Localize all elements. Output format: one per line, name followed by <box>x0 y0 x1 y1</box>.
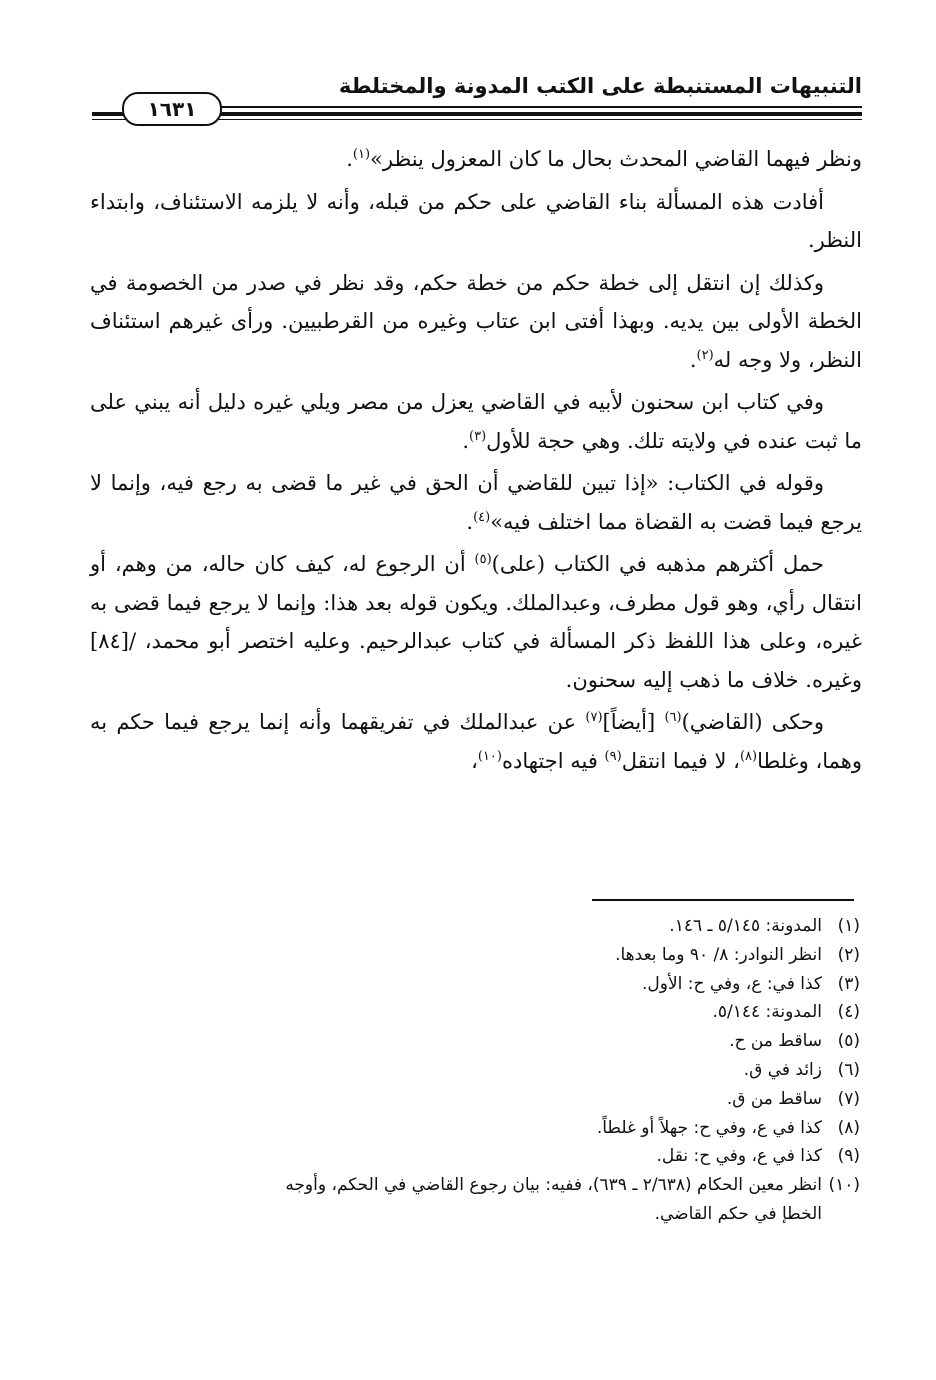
footnote-ref: (٨) <box>739 748 758 764</box>
footnote: (١٠)انظر معين الحكام (٢/٦٣٨ ـ ٦٣٩)، ففيه: بيان رجوع القاضي في الحكم، وأوجه الخطإ في حكم القاضي. <box>285 1175 860 1224</box>
footnote: (٤)المدونة: ٥/١٤٤. <box>712 1002 860 1023</box>
paragraph: ونظر فيهما القاضي المحدث بحال ما كان المعزول ينظر»$^{(١)}$. <box>346 147 862 171</box>
footnote-separator <box>592 899 854 901</box>
footnote: (٧)ساقط من ق. <box>726 1088 860 1109</box>
footnote: (٩)كذا في ع، وفي ح: نقل. <box>656 1146 860 1167</box>
paragraph: وكذلك إن انتقل إلى خطة حكم من خطة حكم، وقد نظر في صدر من الخصومة في الخطة الأولى بين يديه. وبهذا أفتى ابن عتاب وغيره من القرطبيين. ورأى غيرهم استئناف النظر، ولا وجه له$^{(٢)}$. <box>90 270 862 372</box>
paragraph: أفادت هذه المسألة بناء القاضي على حكم من قبله، وأنه لا يلزمه الاستئناف، وابتداء النظر. <box>90 189 862 252</box>
footnote-ref: (٣) <box>469 428 487 444</box>
page-header <box>92 72 862 126</box>
footnote: (٢)انظر النوادر: ٨/ ٩٠ وما بعدها. <box>615 944 860 965</box>
page-number: ١٦٣١ <box>122 92 222 126</box>
paragraph: وقوله في الكتاب: «إذا تبين للقاضي أن الحق في غير ما قضى به رجع فيه، وإنما لا يرجع فيما قضت به القضاة مما اختلف فيه»$^{(٤)}$. <box>90 471 862 534</box>
footnote: (٦)زائد في ق. <box>743 1059 860 1080</box>
footnote-ref: (١٠) <box>477 748 502 764</box>
header-rule-thin <box>202 106 862 108</box>
footnote-ref: (٥) <box>474 552 492 567</box>
paragraph: حمل أكثرهم مذهبه في الكتاب (على)$^{(٥)}$ أن الرجوع له، كيف كان حاله، من وهم، أو انتقال رأي، وهو قول مطرف، وعبدالملك. ويكون قوله بعد هذا: وإنما لا يرجع فيما قضى به غيره، وعلى هذا اللفظ ذكر المسألة في كتاب عبدالرحيم. وعليه اختصر أبو محمد، /[٨٤] وغيره. خلاف ما ذهب إليه سحنون. <box>90 552 862 692</box>
running-title: التنبيهات المستنبطة على الكتب المدونة والمختلطة <box>338 74 862 98</box>
paragraph: وحكى (القاضي)$^{(٦)}$ [أيضاً]$^{(٧)}$ عن عبدالملك في تفريقهما وأنه إنما يرجع فيما حكم به وهما، وغلطا$^{(٨)}$، لا فيما انتقل$^{(٩)}$ فيه اجتهاده$^{(١٠)}$، <box>90 710 862 773</box>
footnote-ref: (٦) <box>664 710 682 725</box>
footnotes <box>70 912 860 1229</box>
footnote-ref: (٩) <box>604 748 622 764</box>
footnote-ref: (١) <box>352 147 371 162</box>
footnote: (٥)ساقط من ح. <box>729 1031 860 1052</box>
footnote-ref: (٧) <box>585 710 603 725</box>
footnote-ref: (٢) <box>696 347 714 363</box>
footnote: (٣)كذا في: ع، وفي ح: الأول. <box>641 973 860 994</box>
main-text <box>90 140 862 784</box>
footnote: (٨)كذا في ع، وفي ح: جهلاً أو غلطاً. <box>596 1117 860 1138</box>
footnote-ref: (٤) <box>473 509 491 525</box>
footnote: (١)المدونة: ٥/١٤٥ ـ ١٤٦. <box>669 916 860 936</box>
paragraph: وفي كتاب ابن سحنون لأبيه في القاضي يعزل من مصر ويلي غيره دليل أنه يبني على ما ثبت عنده في ولايته تلك. وهي حجة للأول$^{(٣)}$. <box>90 390 862 453</box>
